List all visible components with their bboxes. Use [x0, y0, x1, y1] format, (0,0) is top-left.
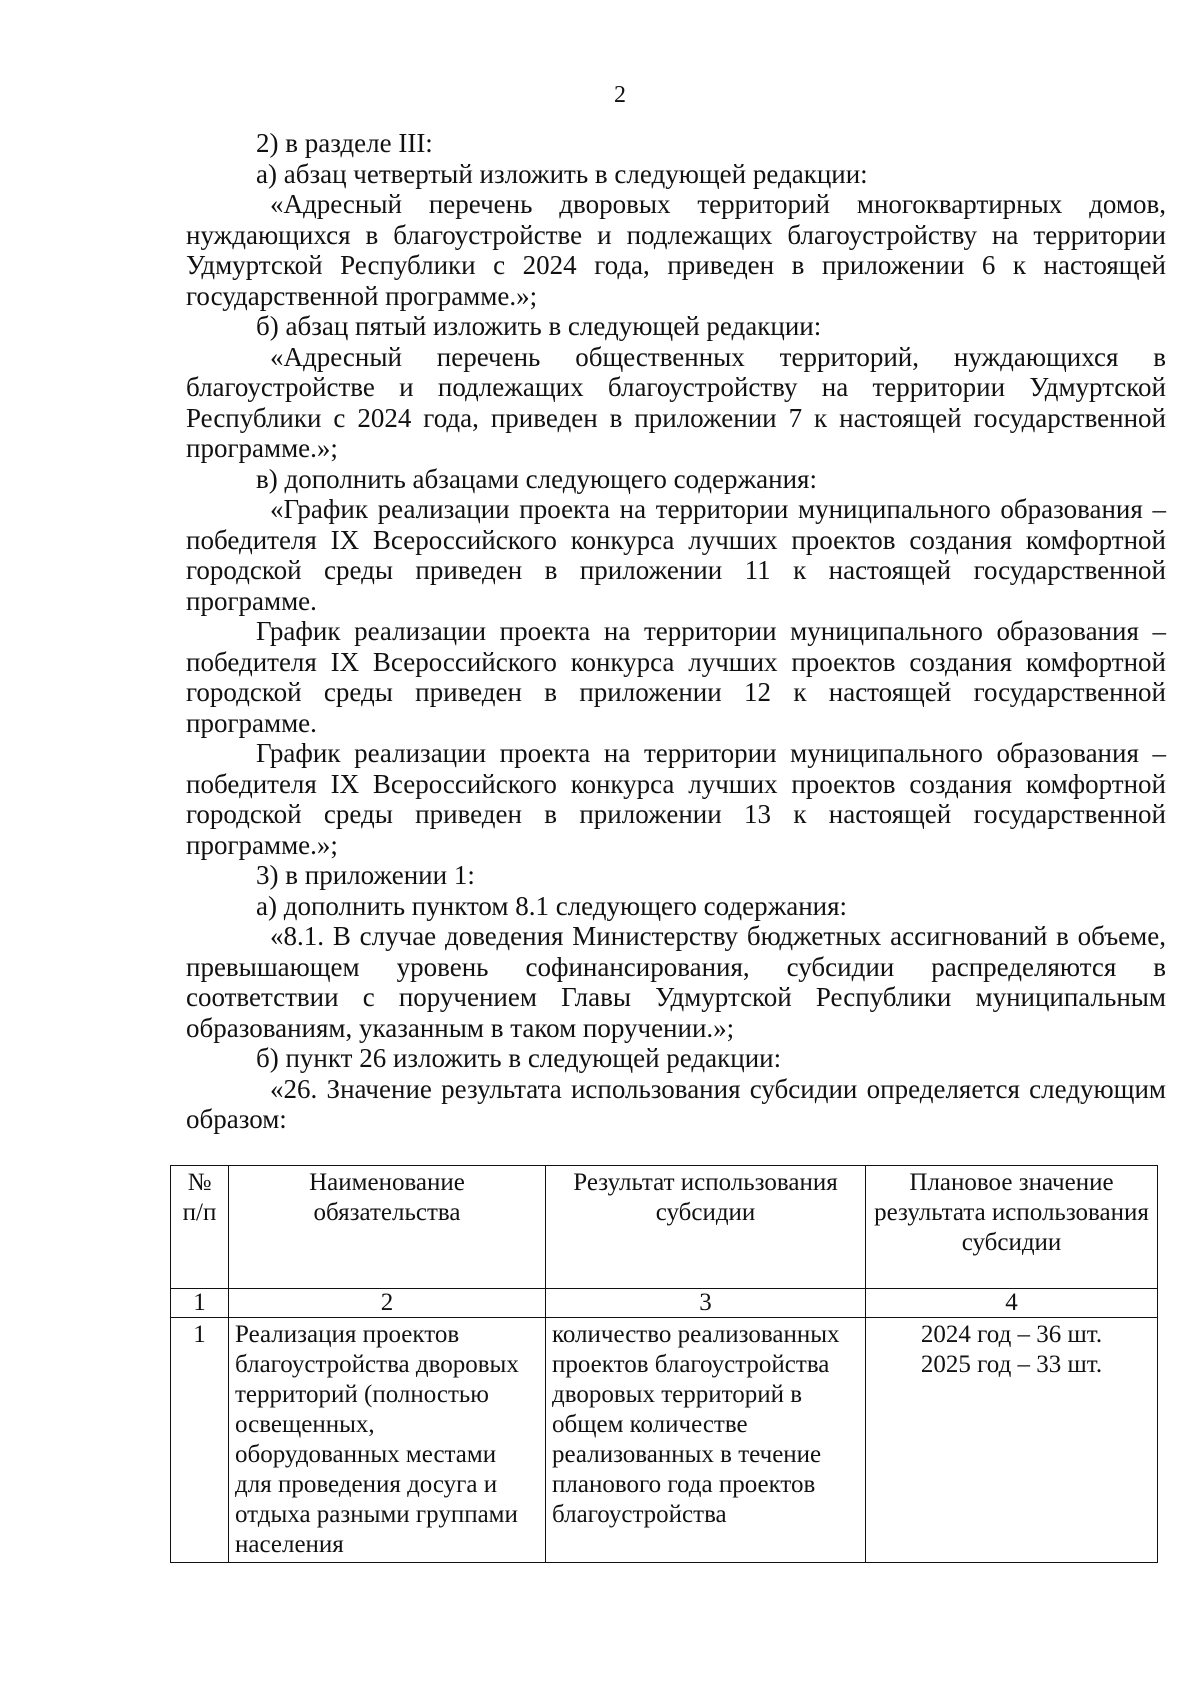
paragraph: а) дополнить пунктом 8.1 следующего содержания:	[256, 890, 848, 921]
paragraph: 2) в разделе III:	[256, 128, 433, 158]
plan-2024: 2024 год – 36 шт.	[920, 1321, 1103, 1348]
column-number: 3	[546, 1289, 866, 1318]
page-number: 2	[614, 82, 626, 108]
paragraph: «Адресный перечень общественных территорий, нуждающихся в благоустройстве и подлежащих благоустройству на территории Удмуртской Республики с 2024 года, приведен в приложении 7 к настоящей государственной программе.»;	[186, 341, 1166, 463]
paragraph: б) абзац пятый изложить в следующей редакции:	[256, 311, 822, 341]
column-number: 2	[229, 1289, 546, 1318]
header-number: № п/п	[171, 1166, 229, 1289]
paragraph: б) пункт 26 изложить в следующей редакции:	[256, 1043, 782, 1073]
paragraph: «26. Значение результата использования субсидии определяется следующим образом:	[186, 1073, 1166, 1134]
table-header-row	[171, 1166, 1158, 1289]
header-obligation: Наименование обязательства	[229, 1166, 546, 1289]
document-body	[186, 128, 1166, 1135]
subsidy-result-table	[170, 1165, 1157, 1563]
paragraph: График реализации проекта на территории муниципального образования – победителя IX Всероссийского конкурса лучших проектов создания комфортной городской среды приведен в приложении 13 к настоящей государственной программе.»;	[186, 738, 1166, 860]
header-result: Результат использования субсидии	[546, 1166, 866, 1289]
cell-obligation: Реализация проектов благоустройства дворовых территорий (полностью освещенных, оборудованных местами для проведения досуга и отдыха разными группами населения	[229, 1318, 546, 1563]
paragraph: 3) в приложении 1:	[256, 860, 475, 890]
paragraph: а) абзац четвертый изложить в следующей редакции:	[256, 158, 868, 189]
column-number-row	[171, 1289, 1158, 1318]
paragraph: «8.1. В случае доведения Министерству бюджетных ассигнований в объеме, превышающем уровень софинансирования, субсидии распределяются в соответствии с поручением Главы Удмуртской Республики муниципальным образованиям, указанным в таком поручении.»;	[186, 921, 1166, 1043]
cell-result: количество реализованных проектов благоустройства дворовых территорий в общем количестве реализованных в течение планового года проектов благоустройства	[546, 1318, 866, 1563]
header-plan-value: Плановое значение результата использования субсидии	[866, 1166, 1158, 1289]
cell-plan-value	[866, 1318, 1158, 1563]
row-number: 1	[171, 1318, 229, 1563]
column-number: 4	[866, 1289, 1158, 1318]
paragraph: График реализации проекта на территории муниципального образования – победителя IX Всероссийского конкурса лучших проектов создания комфортной городской среды приведен в приложении 12 к настоящей государственной программе.	[186, 616, 1166, 738]
paragraph: «График реализации проекта на территории муниципального образования – победителя IX Всероссийского конкурса лучших проектов создания комфортной городской среды приведен в приложении 11 к настоящей государственной программе.	[186, 494, 1166, 616]
column-number: 1	[171, 1289, 229, 1318]
plan-2025: 2025 год – 33 шт.	[920, 1351, 1103, 1378]
paragraph: «Адресный перечень дворовых территорий многоквартирных домов, нуждающихся в благоустройстве и подлежащих благоустройству на территории Удмуртской Республики с 2024 года, приведен в приложении 6 к настоящей государственной программе.»;	[186, 189, 1166, 311]
paragraph: в) дополнить абзацами следующего содержания:	[256, 463, 817, 494]
table-row	[171, 1318, 1158, 1563]
